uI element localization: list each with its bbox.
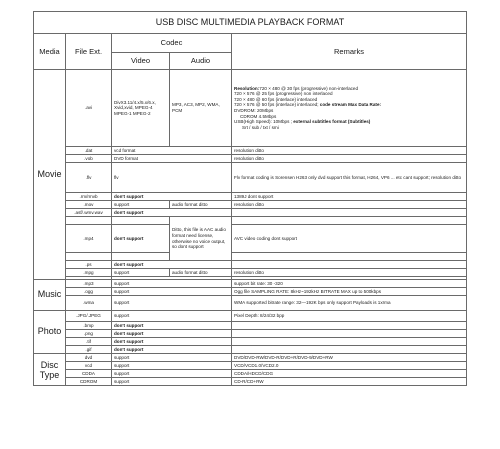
- remarks-bmp: [232, 322, 467, 330]
- remarks-ps: [232, 261, 467, 269]
- table-row-gif: [34, 346, 467, 354]
- remarks-asf: [232, 209, 467, 217]
- group-movie: Movie: [34, 70, 66, 280]
- table-row-mp4: [34, 225, 467, 253]
- video-tif: don't support: [112, 338, 232, 346]
- table-row-blank-1: [34, 217, 467, 225]
- video-wma: support: [112, 296, 232, 311]
- avi-line-2: 720 × 576 @ 25 fps (progressive) non interlaced: [234, 91, 333, 97]
- remarks-flv: Flv format coding is Sorensen H263 only dvd support this format, H264, VP6 ... etc cant support; resolution ditto: [232, 163, 467, 193]
- ext-avi: .avi: [66, 70, 112, 147]
- video-mov: support: [112, 201, 170, 209]
- table-row-vcd: [34, 362, 467, 370]
- remarks-mp4: AVC video coding dont support: [232, 225, 467, 253]
- table-row-cdrom: [34, 378, 467, 386]
- blank-remarks-2: [232, 253, 467, 261]
- file-ext-header: File Ext.: [66, 34, 112, 70]
- ext-dat: .dat: [66, 147, 112, 155]
- remarks-jpg: Pixel Depth: 8/24/32 bpp: [232, 311, 467, 322]
- resolution-label: Resolution:: [234, 85, 260, 91]
- ext-bmp: .bmp: [66, 322, 112, 330]
- group-disc-type: Disc Type: [34, 354, 66, 386]
- ext-mp4: .mp4: [66, 225, 112, 253]
- video-ps: don't support: [112, 261, 232, 269]
- remarks-tif: [232, 338, 467, 346]
- video-avi: DivX3.11/4.x/5.x/6.x, Xvid,xvid, MPEG-4 MPEG-1 MPEG-2: [112, 70, 170, 147]
- ext-tif: .tif: [66, 338, 112, 346]
- avi-r7a: USB(High Speed): 10Mbps ;: [234, 119, 292, 125]
- ext-cdda: CDDA: [66, 370, 112, 378]
- video-mp3: support: [112, 280, 232, 288]
- blank-video-1: [112, 217, 170, 225]
- ext-asf: .asf/.wmv.wav: [66, 209, 112, 217]
- ext-png: .png: [66, 330, 112, 338]
- remarks-png: [232, 330, 467, 338]
- remarks-rm: 1389J dont support: [232, 193, 467, 201]
- avi-line-4: 720 × 576 @ 50 fps (interlace) interlaced; code stream Max Data Rate:: [234, 102, 382, 108]
- video-rm: don't support: [112, 193, 232, 201]
- video-bmp: don't support: [112, 322, 232, 330]
- video-dvd: support: [112, 354, 232, 362]
- ext-ps: .ps: [66, 261, 112, 269]
- table-row-ps: [34, 261, 467, 269]
- remarks-wma: WMA supported bitrate range: 32—192K bps only support Payloads is 1xrma: [232, 296, 467, 311]
- remarks-cdrom: CD-R/CD+RW: [232, 378, 467, 386]
- ext-flv: .flv: [66, 163, 112, 193]
- remarks-mov: resolution ditto: [232, 201, 467, 209]
- audio-mpg: audio format ditto: [170, 269, 232, 277]
- title-row: [34, 12, 467, 34]
- ext-wma: .wma: [66, 296, 112, 311]
- remarks-dvd: DVD/DVD-RW/DVD-R/DVD+R/DVD-9/DVD+RW: [232, 354, 467, 362]
- table-row-flv: [34, 163, 467, 193]
- video-mpg: support: [112, 269, 170, 277]
- table-row-dat: [34, 147, 467, 155]
- table-row-png: [34, 330, 467, 338]
- audio-avi: MP3, AC3, MP2, WMA, PCM: [170, 70, 232, 147]
- blank-ext-2: [66, 253, 112, 261]
- remarks-vob: resolution ditto: [232, 155, 467, 163]
- video-gif: don't support: [112, 346, 232, 354]
- remarks-vcd: VCD/VCD1.0/VCD2.0: [232, 362, 467, 370]
- table-row-jpg: [34, 311, 467, 322]
- media-header: Media: [34, 34, 66, 70]
- avi-line-8: Srt / sub / txt / smi: [242, 124, 279, 130]
- audio-mp4: Ditto, this file is AAC audio format need license, otherwise no voice output, so dont support: [170, 217, 232, 261]
- avi-r4a: 720 × 576 @ 50 fps (interlace) interlaced: [234, 102, 318, 108]
- audio-mov: audio format ditto: [170, 201, 232, 209]
- table-title: USB DISC MULTIMEDIA PLAYBACK FORMAT: [34, 12, 467, 34]
- avi-line-5: DVDROM: 20Mbps: [234, 108, 274, 113]
- blank-remarks-1: [232, 217, 467, 225]
- avi-r7b: external subtitles format (Subtitles): [293, 119, 371, 125]
- blank-ext-1: [66, 217, 112, 225]
- video-ogg: support: [112, 288, 232, 296]
- table-row-mpg: [34, 269, 467, 277]
- header-row-1: [34, 34, 467, 53]
- ext-cdrom: CDROM: [66, 378, 112, 386]
- group-music: Music: [34, 280, 66, 311]
- video-mp4: don't support: [112, 225, 170, 253]
- table-row-bmp: [34, 322, 467, 330]
- video-vcd: support: [112, 362, 232, 370]
- format-table: [33, 11, 467, 386]
- format-table-container: [33, 11, 466, 386]
- remarks-mp3: support bit rate: 30 -320: [232, 280, 467, 288]
- table-row-avi: [34, 70, 467, 147]
- ext-vcd: vcd: [66, 362, 112, 370]
- ext-dvd: dvd: [66, 354, 112, 362]
- table-row-blank-2: [34, 253, 467, 261]
- ext-vob: .vob: [66, 155, 112, 163]
- video-png: don't support: [112, 330, 232, 338]
- video-asf: don't support: [112, 209, 232, 217]
- ext-jpg: .JPG/.JPEG: [66, 311, 112, 322]
- table-row-rm: [34, 193, 467, 201]
- ext-mpg: .mpg: [66, 269, 112, 277]
- table-row-ogg: [34, 288, 467, 296]
- avi-r1: 720 × 480 @ 30 fps (progressive) non-interlaced: [259, 85, 359, 91]
- table-row-tif: [34, 338, 467, 346]
- table-row-dvd: [34, 354, 467, 362]
- table-row-mov: [34, 201, 467, 209]
- remarks-avi: [232, 70, 467, 147]
- remarks-dat: resolution ditto: [232, 147, 467, 155]
- video-dat: vcd format: [112, 147, 232, 155]
- ext-rm: .rm/rmvb: [66, 193, 112, 201]
- video-vob: DVD format: [112, 155, 232, 163]
- remarks-ogg: Ogg file SAMPLING RATE: 8kHz~192kHz BITRATE MAX up to 500kbps: [232, 288, 467, 296]
- remarks-gif: [232, 346, 467, 354]
- remarks-cdda: CDDA/HDCD/CDG: [232, 370, 467, 378]
- avi-r4b: code stream Max Data Rate:: [319, 102, 382, 108]
- remarks-header: Remarks: [232, 34, 467, 70]
- codec-header: Codec: [112, 34, 232, 53]
- ext-mov: .mov: [66, 201, 112, 209]
- ext-gif: .gif: [66, 346, 112, 354]
- audio-header: Audio: [170, 53, 232, 70]
- table-row-cdda: [34, 370, 467, 378]
- video-jpg: support: [112, 311, 232, 322]
- table-row-wma: [34, 296, 467, 311]
- blank-video-2: [112, 253, 170, 261]
- table-row-vob: [34, 155, 467, 163]
- video-flv: flv: [112, 163, 232, 193]
- table-row-asf: [34, 209, 467, 217]
- table-row-mp3: [34, 280, 467, 288]
- ext-mp3: .mp3: [66, 280, 112, 288]
- video-cdda: support: [112, 370, 232, 378]
- ext-ogg: .ogg: [66, 288, 112, 296]
- remarks-mpg: resolution ditto: [232, 269, 467, 277]
- avi-line-6: CDROM 4.5Mbps: [240, 113, 277, 119]
- video-cdrom: support: [112, 378, 232, 386]
- video-header: Video: [112, 53, 170, 70]
- avi-line-3: 720 × 480 @ 60 fps (interlace) interlaced: [234, 96, 318, 102]
- group-photo: Photo: [34, 311, 66, 354]
